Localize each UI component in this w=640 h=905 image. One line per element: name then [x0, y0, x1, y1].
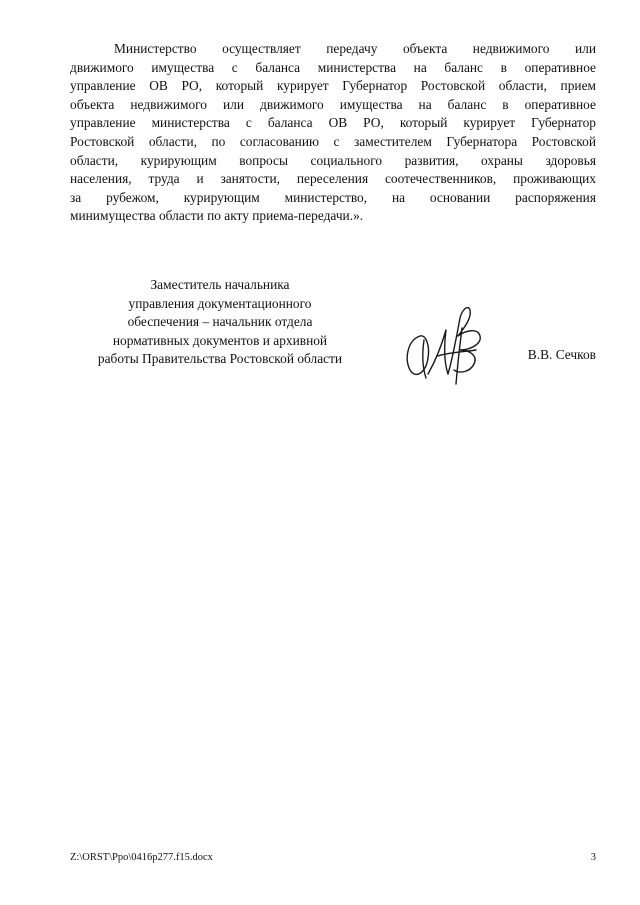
paragraph-line: Министерство осуществляет передачу объекта недвижимого или	[114, 41, 596, 56]
body-paragraph	[70, 40, 596, 226]
paragraph-line: минимущества области по акту приема-передачи.».	[70, 208, 364, 224]
signatory-title-line: обеспечения – начальник отдела	[127, 314, 313, 330]
signatory-title-line: работы Правительства Ростовской области	[97, 351, 343, 367]
handwritten-signature	[398, 300, 494, 386]
page-number: 3	[590, 852, 596, 863]
paragraph-line: области, курирующим вопросы социального развития, охраны здоровья	[70, 152, 596, 168]
paragraph-line: Ростовской области, по согласованию с заместителем Губернатора Ростовской	[70, 133, 596, 149]
paragraph-line: за рубежом, курирующим министерство, на основании распоряжения	[70, 189, 596, 205]
signatory-title-line: Заместитель начальника	[150, 277, 290, 292]
footer-file-path: Z:\ORST\Ppo\0416p277.f15.docx	[70, 852, 213, 863]
signatory-name: В.В. Сечков	[527, 347, 596, 362]
paragraph-line: управление министерства с баланса ОВ РО, который курирует Губернатор	[70, 115, 596, 131]
paragraph-line: управление ОВ РО, который курирует Губернатор Ростовской области, прием	[70, 78, 596, 94]
paragraph-line: движимого имущества с баланса министерства на баланс в оперативное	[70, 59, 596, 75]
paragraph-line: населения, труда и занятости, переселения соотечественников, проживающих	[70, 171, 596, 187]
signatory-title	[70, 276, 370, 369]
signatory-title-line: нормативных документов и архивной	[112, 332, 328, 348]
signatory-title-line: управления документационного	[128, 295, 312, 311]
paragraph-line: объекта недвижимого или движимого имущества на баланс в оперативное	[70, 96, 596, 112]
